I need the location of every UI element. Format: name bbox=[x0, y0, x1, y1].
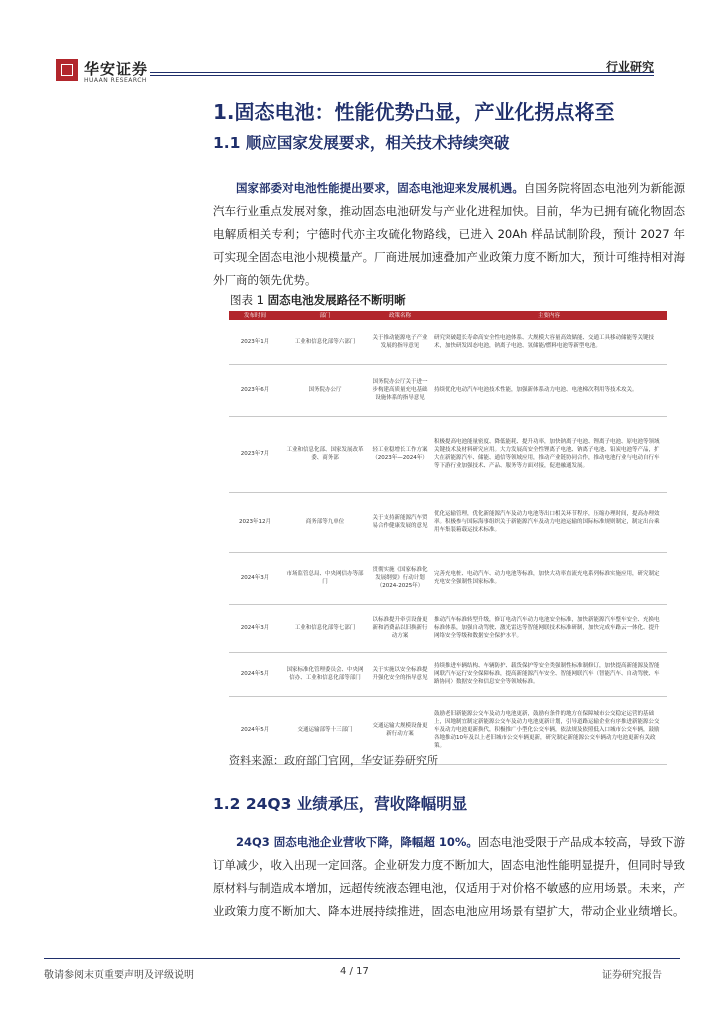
cell-dept: 市场监管总局、中央网信办等部门 bbox=[281, 552, 369, 604]
cell-dept: 工业和信息化部等六部门 bbox=[281, 320, 369, 364]
cell-content: 完善充电桩、电动汽车、动力电池等标准，加快大功率直流充电系列标准实施应用，研究制定充电安全强制性国家标准。 bbox=[431, 552, 667, 604]
cell-date: 2024年5月 bbox=[229, 696, 281, 764]
cell-content: 持续优化电动汽车电池技术性能，加强新体系动力电池、电池梯次利用等技术攻关。 bbox=[431, 364, 667, 416]
section-heading-1-2: 1.2 24Q3 业绩承压，营收降幅明显 bbox=[213, 795, 468, 813]
cell-doc: 交通运输大规模设备更新行动方案 bbox=[369, 696, 431, 764]
logo-text: 华安证券 bbox=[84, 60, 149, 78]
column-header: 发布时间 bbox=[229, 311, 281, 320]
figure-title bbox=[230, 292, 406, 308]
chapter-title: 1.固态电池：性能优势凸显，产业化拐点将至 bbox=[213, 100, 615, 124]
paragraph-body: 固态电池受限于产品成本较高，导致下游订单减少，收入出现一定回落。企业研发力度不断加大，固态电池性能明显提升，但同时导致原材料与制造成本增加，远超传统液态锂电池，仅适用于对价格不敏感的应用场景。未来，产业政策力度不断加大、降本进展持续推进，固态电池应用场景有望扩大，带动企业业绩增长。 bbox=[213, 835, 685, 918]
cell-doc: 关于推动能源电子产业发展的指导意见 bbox=[369, 320, 431, 364]
table-row bbox=[229, 364, 667, 416]
cell-date: 2023年12月 bbox=[229, 492, 281, 552]
cell-date: 2024年3月 bbox=[229, 604, 281, 652]
column-header: 主要内容 bbox=[431, 311, 667, 320]
cell-date: 2023年7月 bbox=[229, 416, 281, 492]
figure-label: 图表 1 bbox=[230, 293, 264, 307]
cell-doc: 国务院办公厅关于进一步构建高质量充电基础设施体系的指导意见 bbox=[369, 364, 431, 416]
cell-date: 2024年3月 bbox=[229, 552, 281, 604]
cell-dept: 交通运输部等十三部门 bbox=[281, 696, 369, 764]
cell-dept: 工业和信息化部、国家发展改革委、商务部 bbox=[281, 416, 369, 492]
section-1-1-paragraph bbox=[213, 177, 685, 292]
table-row bbox=[229, 552, 667, 604]
logo-subtext: HUAAN RESEARCH bbox=[84, 77, 147, 84]
figure-caption: 固态电池发展路径不断明晰 bbox=[267, 293, 406, 307]
column-header: 政策名称 bbox=[369, 311, 431, 320]
paragraph-lead: 24Q3 固态电池企业营收下降，降幅超 10%。 bbox=[236, 835, 478, 849]
cell-date: 2024年5月 bbox=[229, 652, 281, 696]
cell-date: 2023年1月 bbox=[229, 320, 281, 364]
cell-dept: 国家标准化管理委员会、中央网信办、工业和信息化部等部门 bbox=[281, 652, 369, 696]
cell-dept: 国务院办公厅 bbox=[281, 364, 369, 416]
footer-disclaimer: 敬请参阅末页重要声明及评级说明 bbox=[44, 970, 194, 981]
cell-dept: 商务部等九单位 bbox=[281, 492, 369, 552]
cell-dept: 工业和信息化部等七部门 bbox=[281, 604, 369, 652]
policy-table bbox=[229, 311, 667, 765]
table-row bbox=[229, 652, 667, 696]
cell-doc: 关于支持新能源汽车贸易合作健康发展的意见 bbox=[369, 492, 431, 552]
paragraph-body: 自国务院将固态电池列为新能源汽车行业重点发展对象，推动固态电池研发与产业化进程加快。目前，华为已拥有硫化物固态电解质相关专利；宁德时代亦主攻硫化物路线，已进入 20Ah 样品试制阶段，预计 2027 年可实现全固态电池小规模量产。厂商进展加速叠加产业政策力度不断加大，预计可维持相对海外厂商的领先优势。 bbox=[213, 181, 686, 287]
footer-divider bbox=[44, 958, 680, 959]
section-heading-1-1: 1.1 顺应国家发展要求，相关技术持续突破 bbox=[213, 134, 510, 152]
cell-doc: 轻工业稳增长工作方案（2023年—2024年） bbox=[369, 416, 431, 492]
table-header-row bbox=[229, 311, 667, 320]
cell-content: 推动汽车标准转型升级，修订电动汽车动力电池安全标准，加快新能源汽车整车安全、充换电标准体系，加强自动驾驶、激光雷达等智能网联技术标准研制，加快完成车路云一体化、提升网络安全等级和数据安全保护水平。 bbox=[431, 604, 667, 652]
table-row bbox=[229, 604, 667, 652]
table-row bbox=[229, 320, 667, 364]
cell-date: 2023年6月 bbox=[229, 364, 281, 416]
cell-content: 研究突破超长寿命高安全性电池体系、大规模大容量高效储能、交通工具移动储能等关键技术，加快研发固态电池，钠离子电池、氢储能/燃料电池等新型电池。 bbox=[431, 320, 667, 364]
cell-doc: 贯彻实施《国家标准化发展纲要》行动计划（2024-2025年） bbox=[369, 552, 431, 604]
cell-content: 持续推进车辆结构、车辆防护、载货保护等安全类强制性标准制修订，加快提高新能源及智能网联汽车运行安全保障标准，提高新能源汽车安全、智能网联汽车（智能汽车、自动驾驶、车路协同）数据安全和信息安全等领域标准。 bbox=[431, 652, 667, 696]
header-divider-secondary bbox=[150, 75, 654, 76]
header-divider bbox=[150, 72, 654, 73]
table-row bbox=[229, 492, 667, 552]
cell-doc: 关于实施以安全标准提升强化安全的指导意见 bbox=[369, 652, 431, 696]
cell-content: 鼓励老旧新能源公交车及动力电池更新，鼓励有条件的地方在保障城市公交稳定运营的基础上，因地制宜制定新能源公交车及动力电池更新计划，引导道路运输企业有序推进新能源公交车及动力电池更新换代，积极推广小型化公交车辆，依法规及依照低入口城市公交车辆，鼓励各地推动10年及以上老旧城市公交车辆更新，研究制定新能源公交车辆动力电池更新有关政策。 bbox=[431, 696, 667, 764]
table-row bbox=[229, 416, 667, 492]
cell-content: 优化运输管理，优化新能源汽车及动力电池等出口相关环节程序，压缩办理时间，提高办理效率。积极参与国际海事组织关于新能源汽车及动力电池运输的国际标准规则制定，制定出台乘用车集装箱载运技术标准。 bbox=[431, 492, 667, 552]
page-number: 4 / 17 bbox=[340, 966, 369, 977]
logo-mark-icon bbox=[56, 59, 78, 81]
section-tag: 行业研究 bbox=[605, 60, 654, 74]
cell-content: 积极提高电池能量密度、降低能耗、提升功率，加快钠离子电池、锂离子电池、原电池等领域关键技术及材料研究应用。大力发展高安全性锂离子电池、钠离子电池、铅炭电池等产品，扩大在新能源汽车、储能、通信等领域应用，推动产业链协同合作，推动电池行业与电动自行车等下游行业加强技术、产品、服务等方面对接，促进融通发展。 bbox=[431, 416, 667, 492]
section-1-2-paragraph bbox=[213, 831, 685, 923]
column-header: 部门 bbox=[281, 311, 369, 320]
footer-doc-type: 证券研究报告 bbox=[602, 970, 662, 981]
figure-source: 资料来源：政府部门官网，华安证券研究所 bbox=[229, 754, 438, 767]
cell-doc: 以标准提升牵引设备更新和消费品以旧换新行动方案 bbox=[369, 604, 431, 652]
paragraph-lead: 国家部委对电池性能提出要求，固态电池迎来发展机遇。 bbox=[236, 181, 524, 195]
